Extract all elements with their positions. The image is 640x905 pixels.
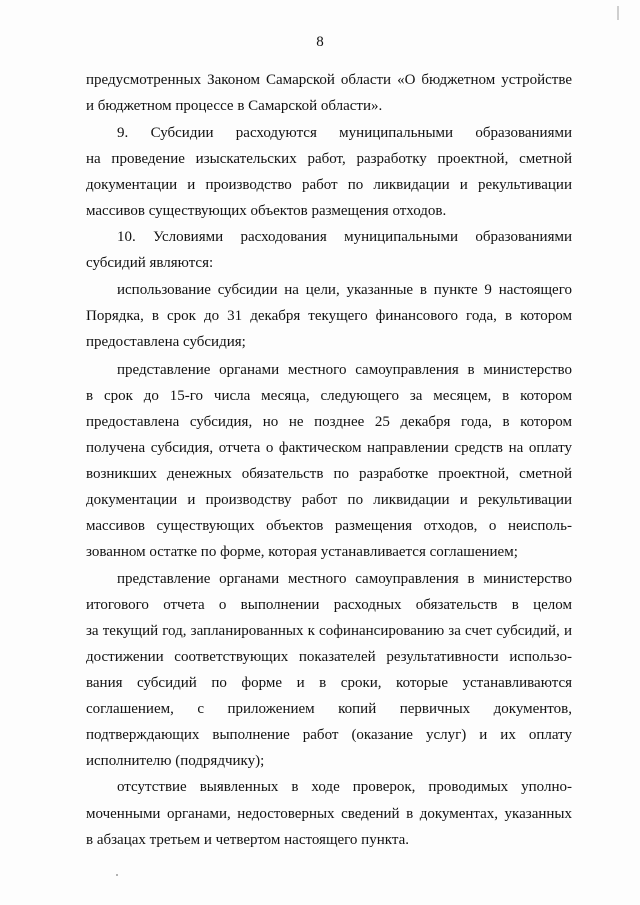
text-line: в абзацах третьем и четвертом настоящего пункта. (86, 832, 409, 848)
text-line: использование субсидии на цели, указанные в пункте 9 настоящего (117, 282, 572, 298)
text-line: массивов существующих объектов размещения отходов, о неисполь- (86, 518, 572, 534)
text-line: достижении соответствующих показателей результативности использо- (86, 649, 572, 665)
text-line: представление органами местного самоуправления в министерство (117, 362, 572, 378)
text-line: предоставлена субсидия, но не позднее 25 декабря года, в котором (86, 414, 572, 430)
text-line: подтверждающих выполнение работ (оказание услуг) и их оплату (86, 727, 572, 743)
text-line: соглашением, с приложением копий первичных документов, (86, 701, 572, 717)
text-line: и бюджетном процессе в Самарской области». (86, 98, 383, 114)
text-line: предоставлена субсидия; (86, 334, 246, 350)
text-line: предусмотренных Законом Самарской области «О бюджетном устройстве (86, 72, 572, 88)
text-line: получена субсидия, отчета о фактическом направлении средств на оплату (86, 440, 572, 456)
text-line: документации и производству работ по ликвидации и рекультивации (86, 492, 572, 508)
text-line: исполнителю (подрядчику); (86, 753, 265, 769)
text-line: документации и производство работ по ликвидации и рекультивации (86, 177, 572, 193)
text-line: зованном остатке по форме, которая устанавливается соглашением; (86, 544, 518, 560)
page-number: 8 (316, 34, 324, 50)
text-line: на проведение изыскательских работ, разработку проектной, сметной (86, 151, 572, 167)
text-line: за текущий год, запланированных к софинансированию за счет субсидий, и (86, 623, 572, 639)
text-line: возникших денежных обязательств по разработке проектной, сметной (86, 466, 572, 482)
text-line: итогового отчета о выполнении расходных обязательств в целом (86, 597, 572, 613)
scan-mark (617, 6, 619, 20)
text-line: представление органами местного самоуправления в министерство (117, 571, 572, 587)
text-line: вания субсидий по форме и в сроки, которые устанавливаются (86, 675, 572, 691)
text-line: отсутствие выявленных в ходе проверок, проводимых уполно- (117, 779, 572, 795)
text-line: моченными органами, недостоверных сведений в документах, указанных (86, 806, 572, 822)
text-line: 10. Условиями расходования муниципальными образованиями (117, 229, 572, 245)
text-line: в срок до 15-го числа месяца, следующего за месяцем, в котором (86, 388, 572, 404)
text-line: 9. Субсидии расходуются муниципальными образованиями (117, 125, 572, 141)
scan-speck (116, 874, 118, 876)
text-line: массивов существующих объектов размещения отходов. (86, 203, 447, 219)
text-line: субсидий являются: (86, 255, 214, 271)
text-line: Порядка, в срок до 31 декабря текущего финансового года, в котором (86, 308, 572, 324)
